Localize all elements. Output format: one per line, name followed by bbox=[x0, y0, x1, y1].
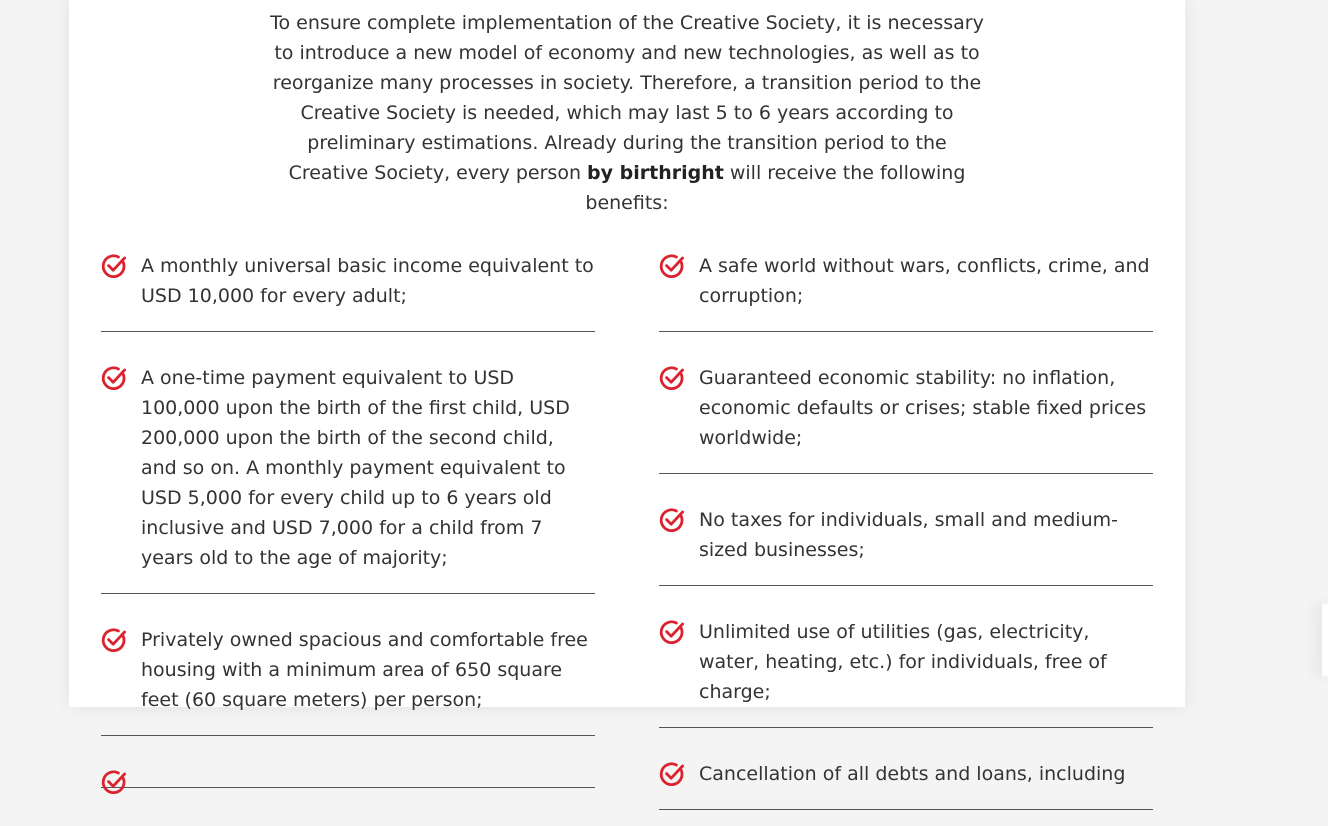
check-circle-icon bbox=[101, 365, 127, 391]
benefit-text: Guaranteed economic stability: no inflation, economic defaults or crises; stable fixed prices worldwide; bbox=[699, 367, 1147, 449]
benefit-item bbox=[101, 348, 595, 594]
intro-emphasis: by birthright bbox=[587, 162, 724, 184]
check-circle-icon bbox=[659, 619, 685, 645]
benefit-text: A monthly universal basic income equivalent to USD 10,000 for every adult; bbox=[141, 255, 594, 307]
check-circle-icon bbox=[101, 769, 127, 795]
benefit-item bbox=[659, 348, 1153, 474]
benefit-item bbox=[659, 236, 1153, 332]
check-circle-icon bbox=[101, 627, 127, 653]
benefit-text: No taxes for individuals, small and medium-sized businesses; bbox=[699, 509, 1118, 561]
benefit-item bbox=[659, 744, 1153, 810]
benefit-item bbox=[101, 236, 595, 332]
intro-text-after: will receive the following benefits: bbox=[585, 162, 966, 214]
benefit-item bbox=[659, 490, 1153, 586]
benefits-column-left bbox=[101, 236, 595, 804]
benefit-item bbox=[101, 752, 595, 788]
benefit-text: A safe world without wars, conflicts, crime, and corruption; bbox=[699, 255, 1150, 307]
benefit-text: Unlimited use of utilities (gas, electricity, water, heating, etc.) for individuals, free of charge; bbox=[699, 621, 1107, 703]
check-circle-icon bbox=[659, 253, 685, 279]
benefit-text: Privately owned spacious and comfortable free housing with a minimum area of 650 square feet (60 square meters) per person; bbox=[141, 629, 588, 711]
content-card bbox=[69, 0, 1185, 785]
intro-paragraph bbox=[269, 8, 985, 218]
benefit-item bbox=[659, 602, 1153, 728]
intro-text-before: To ensure complete implementation of the Creative Society, it is necessary to introduce a new model of economy and new technologies, as well as to reorganize many processes in society. Therefore, a transition period to the Creative Society is needed, which may last 5 to 6 years according to preliminary estimations. Already during the transition period to the Creative Society, every person bbox=[270, 12, 984, 184]
benefit-item bbox=[101, 610, 595, 736]
check-circle-icon bbox=[659, 507, 685, 533]
benefit-text: Cancellation of all debts and loans, including bbox=[699, 763, 1126, 785]
check-circle-icon bbox=[659, 761, 685, 787]
floating-widget-edge[interactable] bbox=[1322, 604, 1328, 676]
benefit-text: A one-time payment equivalent to USD 100,000 upon the birth of the first child, USD 200,000 upon the birth of the second child, and so on. A monthly payment equivalent to USD 5,000 for every child up to 6 years old inclusive and USD 7,000 for a child from 7 years old to the age of majority; bbox=[141, 367, 570, 569]
check-circle-icon bbox=[101, 253, 127, 279]
benefits-column-right bbox=[659, 236, 1153, 826]
check-circle-icon bbox=[659, 365, 685, 391]
